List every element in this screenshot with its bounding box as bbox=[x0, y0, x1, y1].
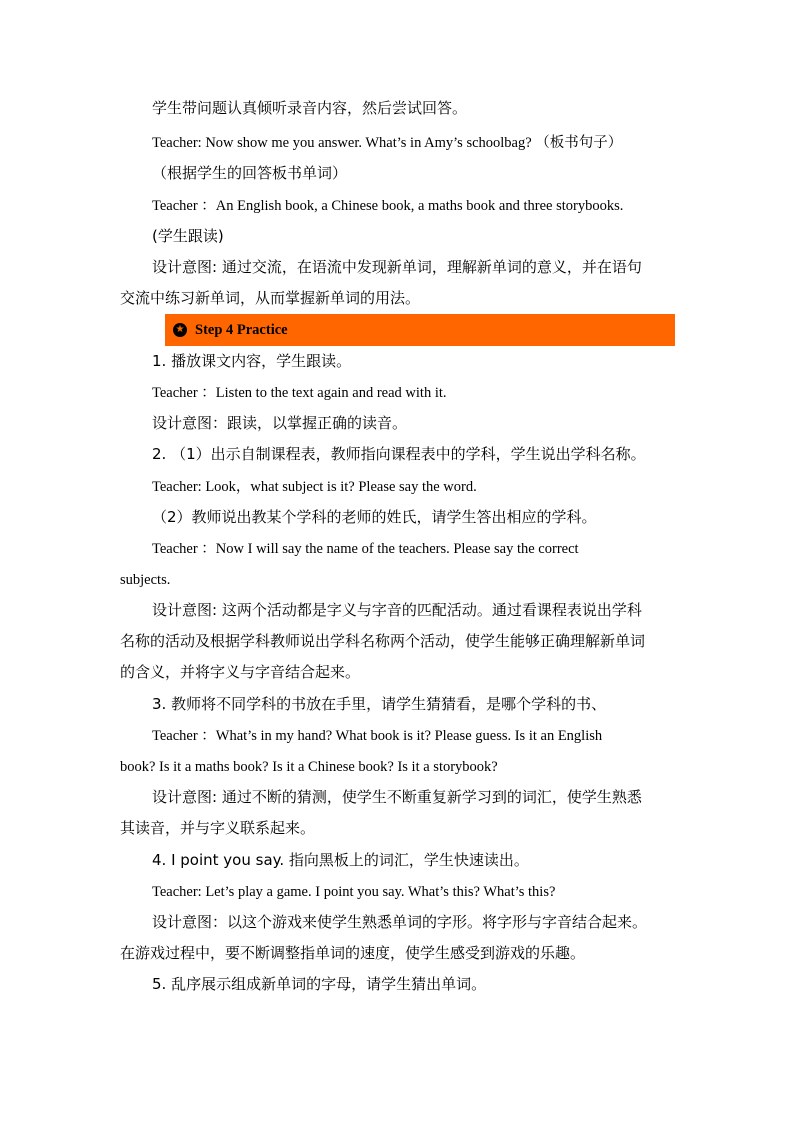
paragraph-line: （根据学生的回答板书单词） bbox=[152, 164, 348, 182]
step-banner-label: Step 4 Practice bbox=[195, 321, 288, 338]
step-banner bbox=[165, 314, 675, 346]
paragraph-line: subjects. bbox=[120, 572, 171, 588]
paragraph-line: Teacher ：What’s in my hand? What book is it? Please guess. Is it an English bbox=[152, 728, 603, 744]
paragraph-line: 交流中练习新单词，从而掌握新单词的用法。 bbox=[120, 289, 421, 307]
paragraph-line: 2. （1）出示自制课程表，教师指向课程表中的学科，学生说出学科名称。 bbox=[152, 445, 646, 463]
paragraph-line: Teacher: Look，what subject is it? Please say the word. bbox=[152, 479, 477, 495]
paragraph-line: Teacher: Let’s play a game. I point you say. What’s this? What’s this? bbox=[152, 884, 556, 900]
paragraph-line: book? Is it a maths book? Is it a Chinese book? Is it a storybook? bbox=[120, 759, 498, 775]
paragraph-line: 名称的活动及根据学科教师说出学科名称两个活动，使学生能够正确理解新单词 bbox=[120, 632, 646, 650]
paragraph-line: 在游戏过程中，要不断调整指单词的速度，使学生感受到游戏的乐趣。 bbox=[120, 944, 586, 962]
paragraph-line: (学生跟读) bbox=[152, 227, 224, 245]
paragraph-line: 设计意图: 通过交流，在语流中发现新单词，理解新单词的意义，并在语句 bbox=[152, 258, 642, 276]
paragraph-line: （2）教师说出教某个学科的老师的姓氏，请学生答出相应的学科。 bbox=[152, 508, 597, 526]
paragraph-line: 设计意图：以这个游戏来使学生熟悉单词的字形。将字形与字音结合起来。 bbox=[152, 913, 648, 931]
paragraph-line: 3. 教师将不同学科的书放在手里，请学生猜猜看，是哪个学科的书、 bbox=[152, 695, 607, 713]
paragraph-line: Teacher ：An English book, a Chinese book, a maths book and three storybooks. bbox=[152, 198, 624, 214]
star-circle-icon: ★ bbox=[173, 323, 187, 337]
paragraph-line: 的含义，并将字义与字音结合起来。 bbox=[120, 663, 361, 681]
paragraph-line: Teacher: Now show me you answer. What’s in Amy’s schoolbag? （板书句子） bbox=[152, 135, 623, 151]
paragraph-line: 学生带问题认真倾听录音内容，然后尝试回答。 bbox=[152, 99, 468, 117]
paragraph-line: 设计意图: 通过不断的猜测，使学生不断重复新学习到的词汇，使学生熟悉 bbox=[152, 788, 642, 806]
paragraph-line: Teacher ：Listen to the text again and read with it. bbox=[152, 385, 447, 401]
paragraph-line: 5. 乱序展示组成新单词的字母，请学生猜出单词。 bbox=[152, 975, 487, 993]
paragraph-line: 设计意图: 这两个活动都是字义与字音的匹配活动。通过看课程表说出学科 bbox=[152, 601, 642, 619]
paragraph-line: 1. 播放课文内容，学生跟读。 bbox=[152, 352, 352, 370]
paragraph-line: 4. I point you say. 指向黑板上的词汇，学生快速读出。 bbox=[152, 851, 529, 869]
paragraph-line: 其读音，并与字义联系起来。 bbox=[120, 819, 316, 837]
paragraph-line: Teacher ：Now I will say the name of the teachers. Please say the correct bbox=[152, 541, 579, 557]
paragraph-line: 设计意图：跟读，以掌握正确的读音。 bbox=[152, 414, 408, 432]
